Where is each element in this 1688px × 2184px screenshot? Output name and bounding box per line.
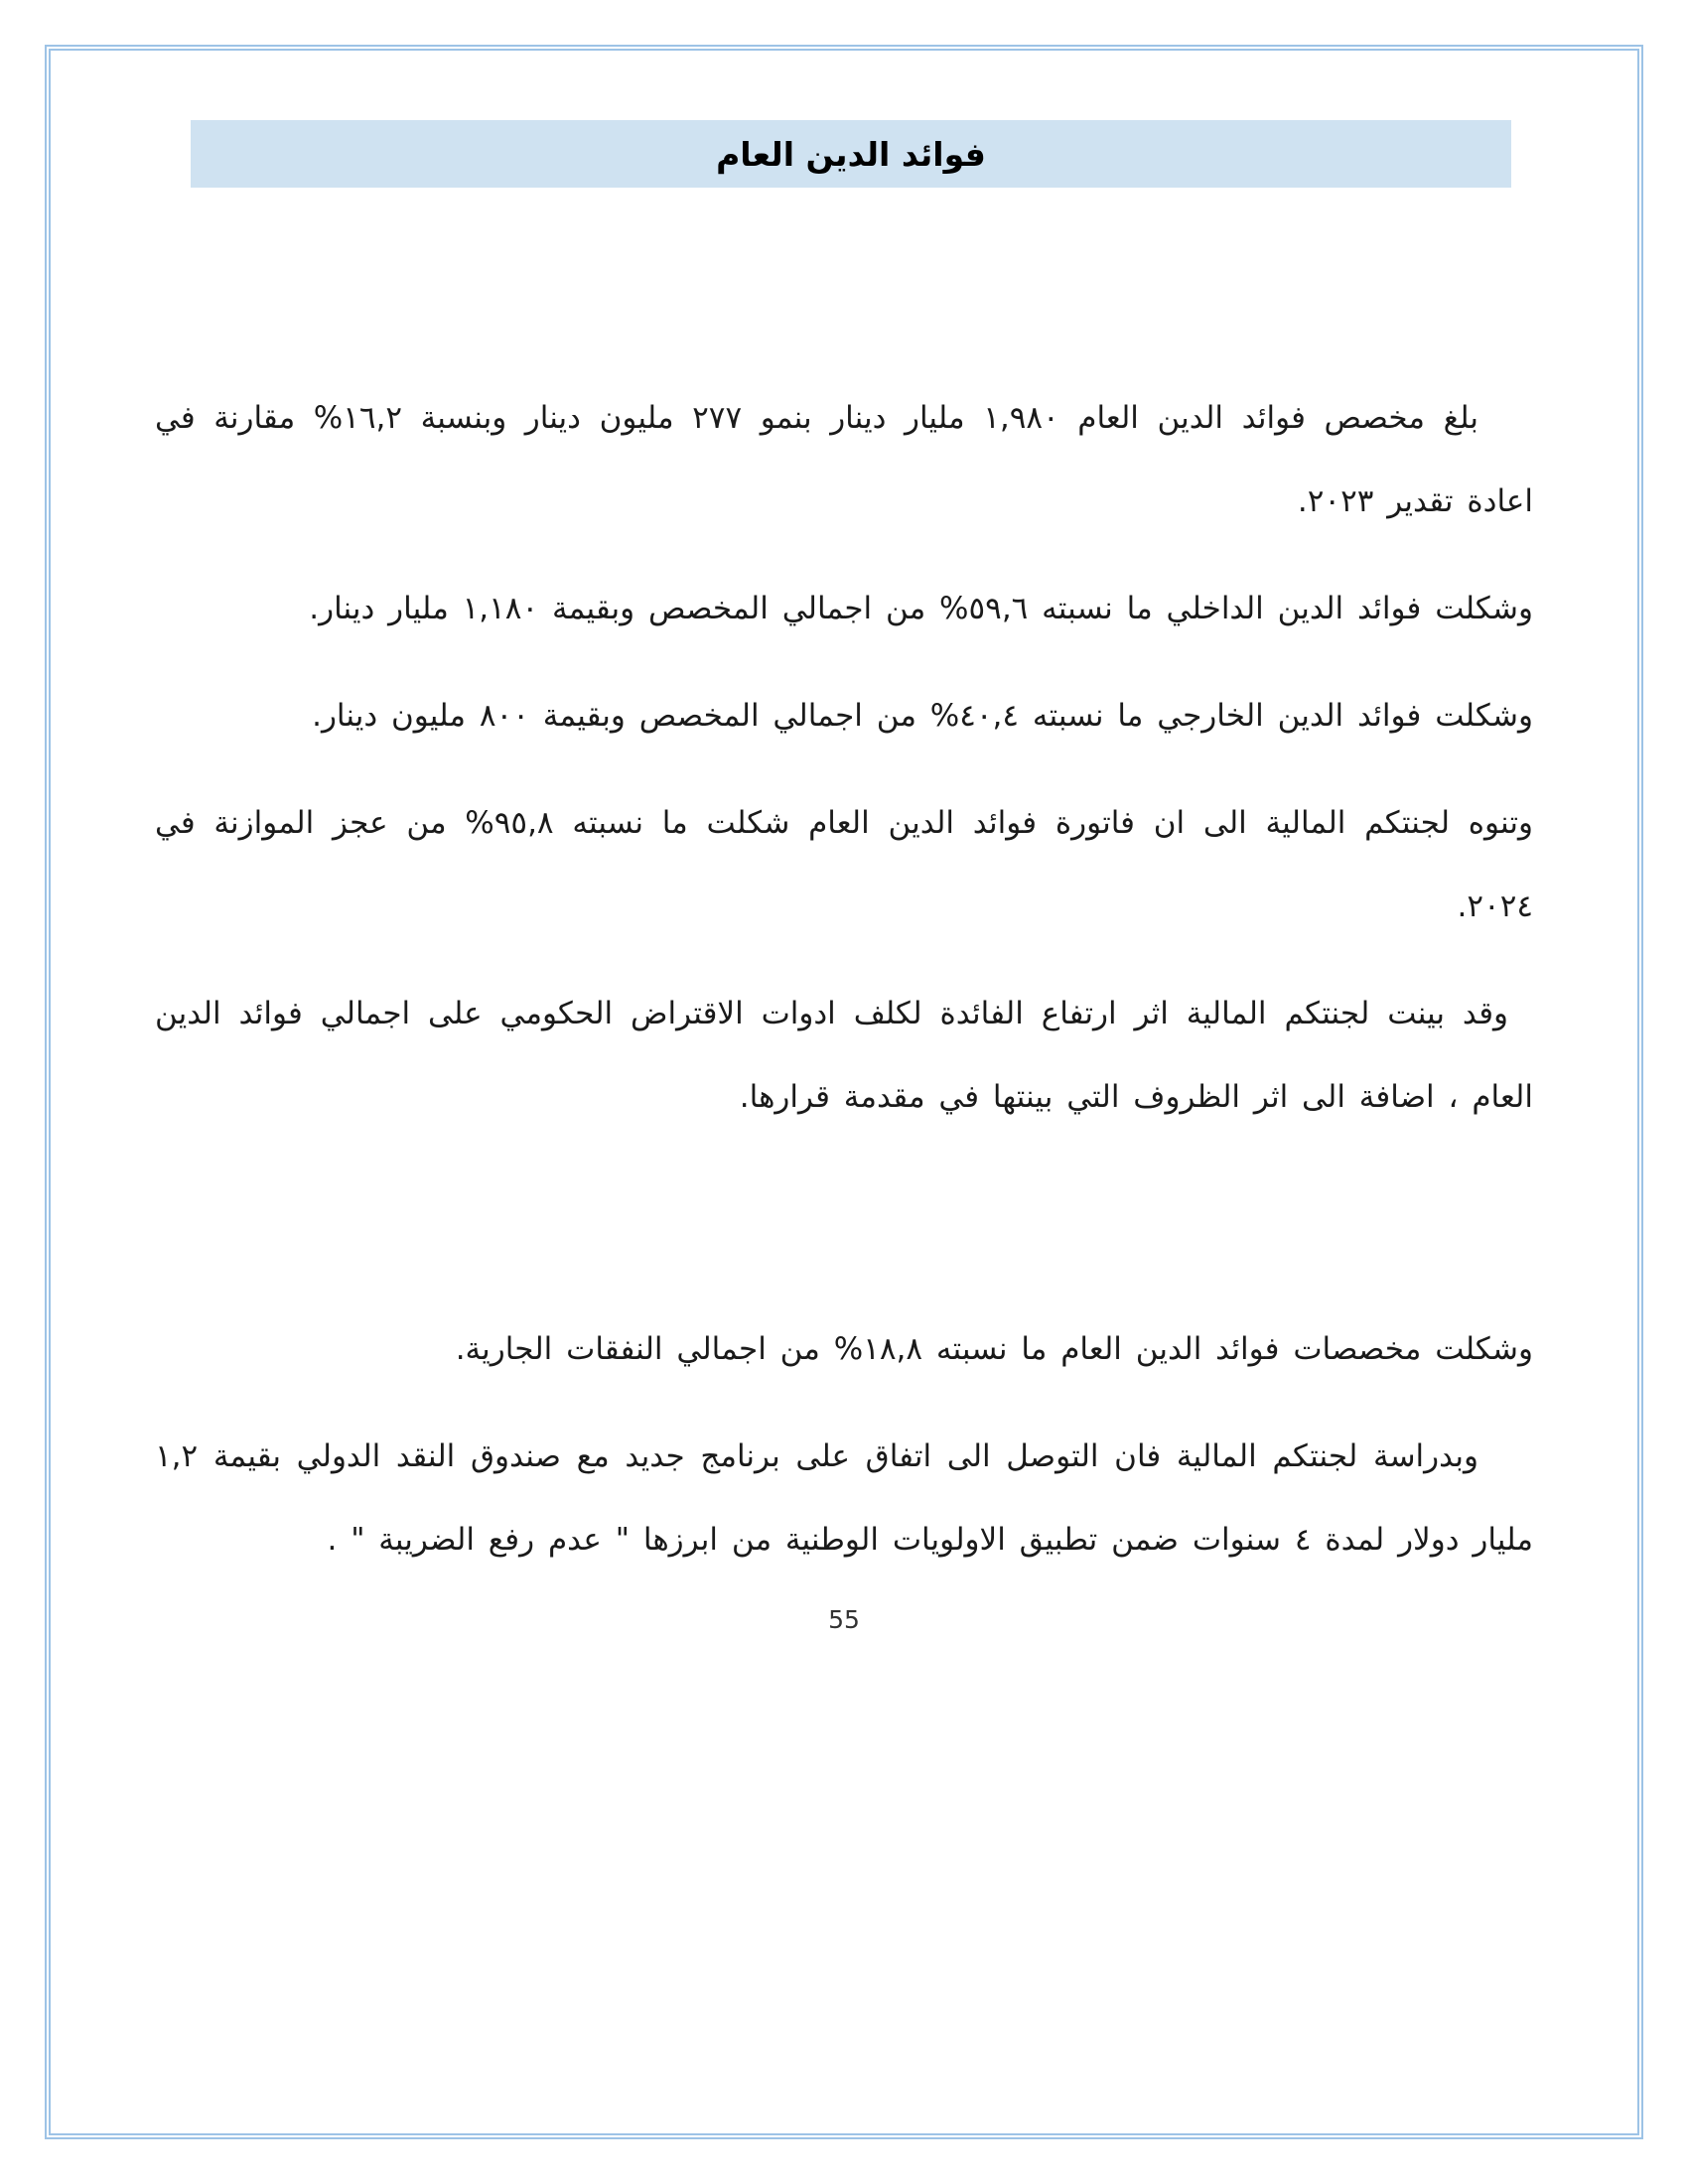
- paragraph-internal-debt-interest: وشكلت فوائد الدين الداخلي ما نسبته ٥٩,٦% من اجمالي المخصص وبقيمة ١,١٨٠ مليار دينار.: [309, 591, 1533, 626]
- page-border-frame: [45, 45, 1643, 2139]
- paragraph-current-expenditure-share: وشكلت مخصصات فوائد الدين العام ما نسبته ١٨,٨% من اجمالي النفقات الجارية.: [455, 1331, 1533, 1367]
- paragraph-imf-program: وبدراسة لجنتكم المالية فان التوصل الى اتفاق على برنامج جديد مع صندوق النقد الدولي بقيمة ١,٢ مليار دولار لمدة ٤ سنوات ضمن تطبيق الاولويات الوطنية من ابرزها " عدم رفع الضريبة " .: [155, 1438, 1533, 1558]
- page-content: [51, 51, 1637, 1634]
- page-number: 55: [828, 1605, 860, 1634]
- paragraph-interest-rate-impact: وقد بينت لجنتكم المالية اثر ارتفاع الفائدة لكلف ادوات الاقتراض الحكومي على اجمالي فوائد الدين العام ، اضافة الى اثر الظروف التي بينتها في مقدمة قرارها.: [155, 996, 1533, 1115]
- paragraph-budget-deficit-share: وتنوه لجنتكم المالية الى ان فاتورة فوائد الدين العام شكلت ما نسبته ٩٥,٨% من عجز الموازنة في ٢٠٢٤.: [155, 805, 1534, 924]
- section-header-bar: [191, 120, 1511, 188]
- section-title: فوائد الدين العام: [716, 134, 986, 174]
- paragraph-debt-interest-total: بلغ مخصص فوائد الدين العام ١,٩٨٠ مليار دينار بنمو ٢٧٧ مليون دينار وبنسبة ١٦,٢% مقارنة في اعادة تقدير ٢٠٢٣.: [155, 400, 1533, 519]
- paragraph-external-debt-interest: وشكلت فوائد الدين الخارجي ما نسبته ٤٠,٤% من اجمالي المخصص وبقيمة ٨٠٠ مليون دينار.: [312, 698, 1533, 734]
